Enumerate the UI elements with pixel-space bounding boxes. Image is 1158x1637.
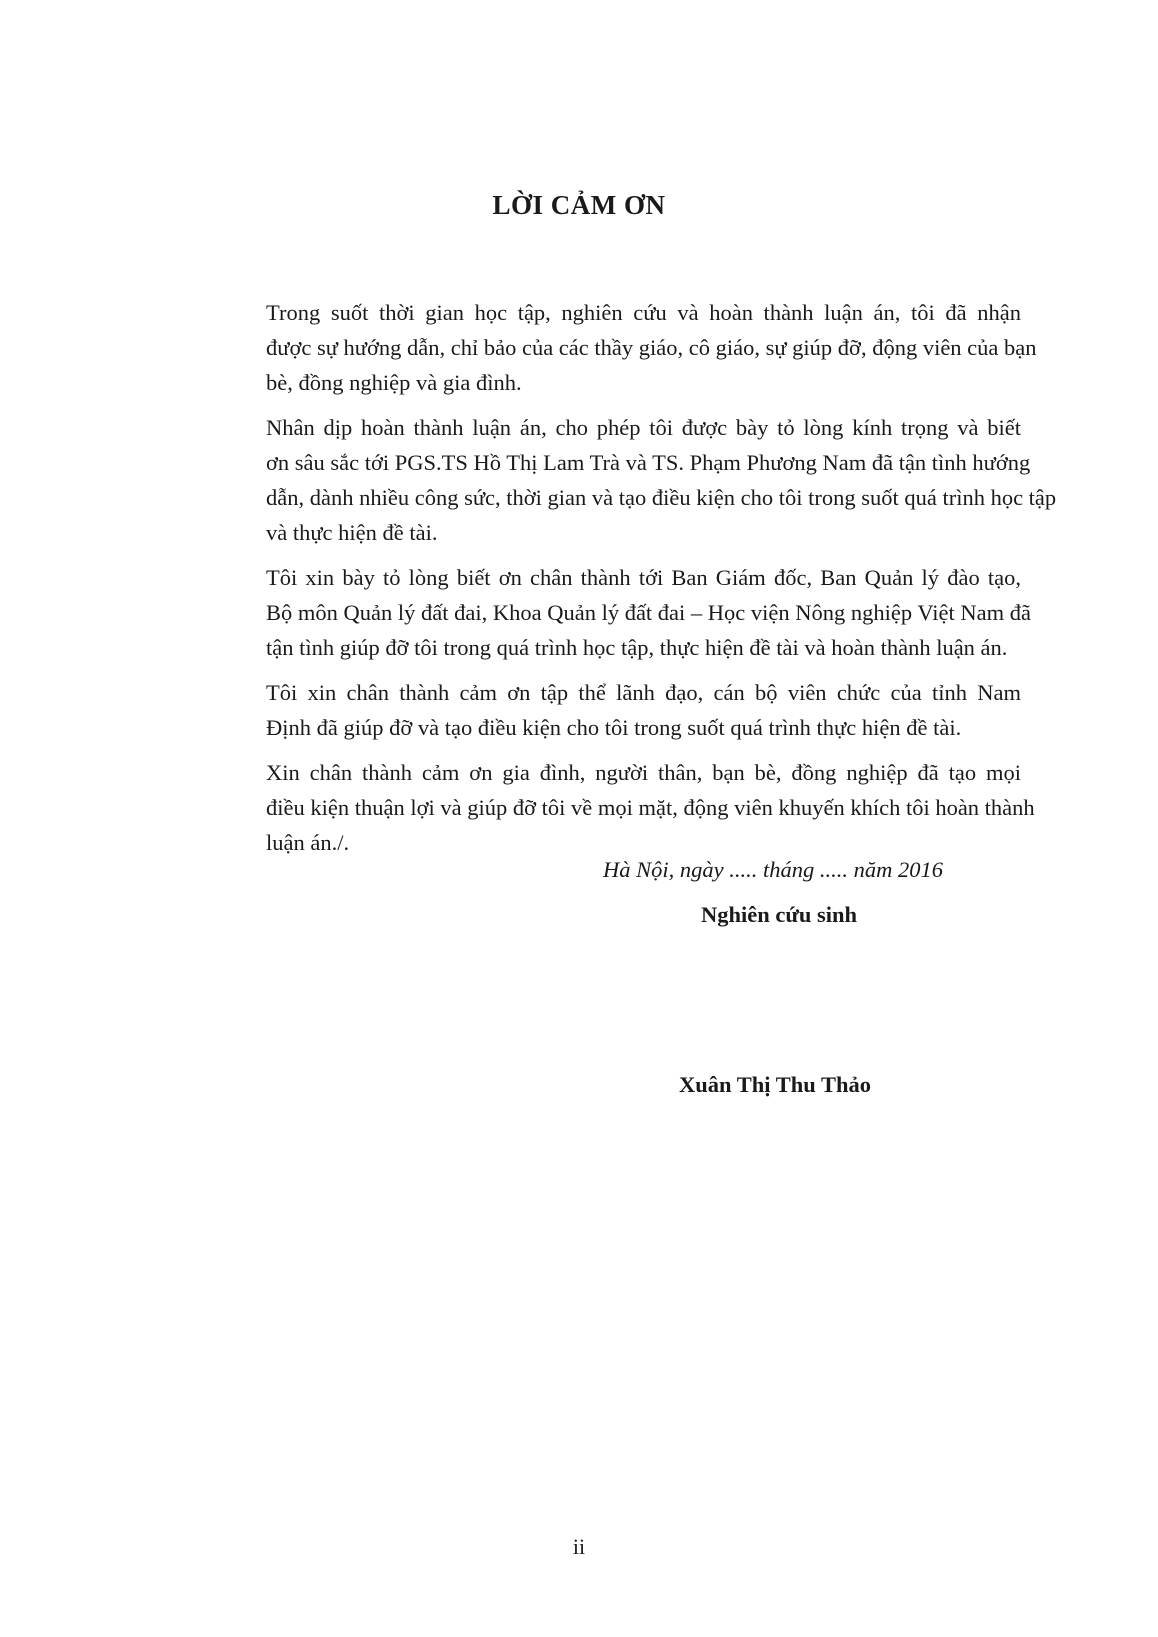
paragraph-4 xyxy=(266,675,1021,745)
paragraph-line: Nhân dịp hoàn thành luận án, cho phép tôi được bày tỏ lòng kính trọng và biết xyxy=(266,415,1021,440)
paragraph-line: Tôi xin chân thành cảm ơn tập thể lãnh đạo, cán bộ viên chức của tỉnh Nam xyxy=(266,680,1021,705)
paragraph-3 xyxy=(266,560,1031,665)
paragraph-line: Trong suốt thời gian học tập, nghiên cứu và hoàn thành luận án, tôi đã nhận xyxy=(266,300,1021,325)
paragraph-line: ơn sâu sắc tới PGS.TS Hồ Thị Lam Trà và TS. Phạm Phương Nam đã tận tình hướng xyxy=(266,450,1031,475)
paragraph-5 xyxy=(266,755,1035,860)
paragraph-2 xyxy=(266,410,1057,550)
paragraph-line: tận tình giúp đỡ tôi trong quá trình học tập, thực hiện đề tài và hoàn thành luận án. xyxy=(266,635,1008,660)
paragraph-line: Xin chân thành cảm ơn gia đình, người thân, bạn bè, đồng nghiệp đã tạo mọi xyxy=(266,760,1021,785)
document-body xyxy=(266,295,1057,870)
page-number: ii xyxy=(572,1534,586,1559)
paragraph-line: bè, đồng nghiệp và gia đình. xyxy=(266,370,522,395)
paragraph-line: luận án./. xyxy=(266,830,350,855)
signature-name: Xuân Thị Thu Thảo xyxy=(679,1072,872,1097)
paragraph-line: Tôi xin bày tỏ lòng biết ơn chân thành tới Ban Giám đốc, Ban Quản lý đào tạo, xyxy=(266,565,1021,590)
paragraph-line: Định đã giúp đỡ và tạo điều kiện cho tôi trong suốt quá trình thực hiện đề tài. xyxy=(266,715,962,740)
paragraph-line: và thực hiện đề tài. xyxy=(266,520,438,545)
signature-role: Nghiên cứu sinh xyxy=(701,902,858,927)
page-title: LỜI CẢM ƠN xyxy=(492,190,666,220)
paragraph-1 xyxy=(266,295,1037,400)
paragraph-line: điều kiện thuận lợi và giúp đỡ tôi về mọi mặt, động viên khuyến khích tôi hoàn thành xyxy=(266,795,1035,820)
signature-place-date: Hà Nội, ngày ..... tháng ..... năm 2016 xyxy=(603,857,943,882)
paragraph-line: Bộ môn Quản lý đất đai, Khoa Quản lý đất đai – Học viện Nông nghiệp Việt Nam đã xyxy=(266,600,1031,625)
paragraph-line: dẫn, dành nhiều công sức, thời gian và tạo điều kiện cho tôi trong suốt quá trình học tập xyxy=(266,485,1057,510)
paragraph-line: được sự hướng dẫn, chỉ bảo của các thầy giáo, cô giáo, sự giúp đỡ, động viên của bạn xyxy=(266,335,1037,360)
